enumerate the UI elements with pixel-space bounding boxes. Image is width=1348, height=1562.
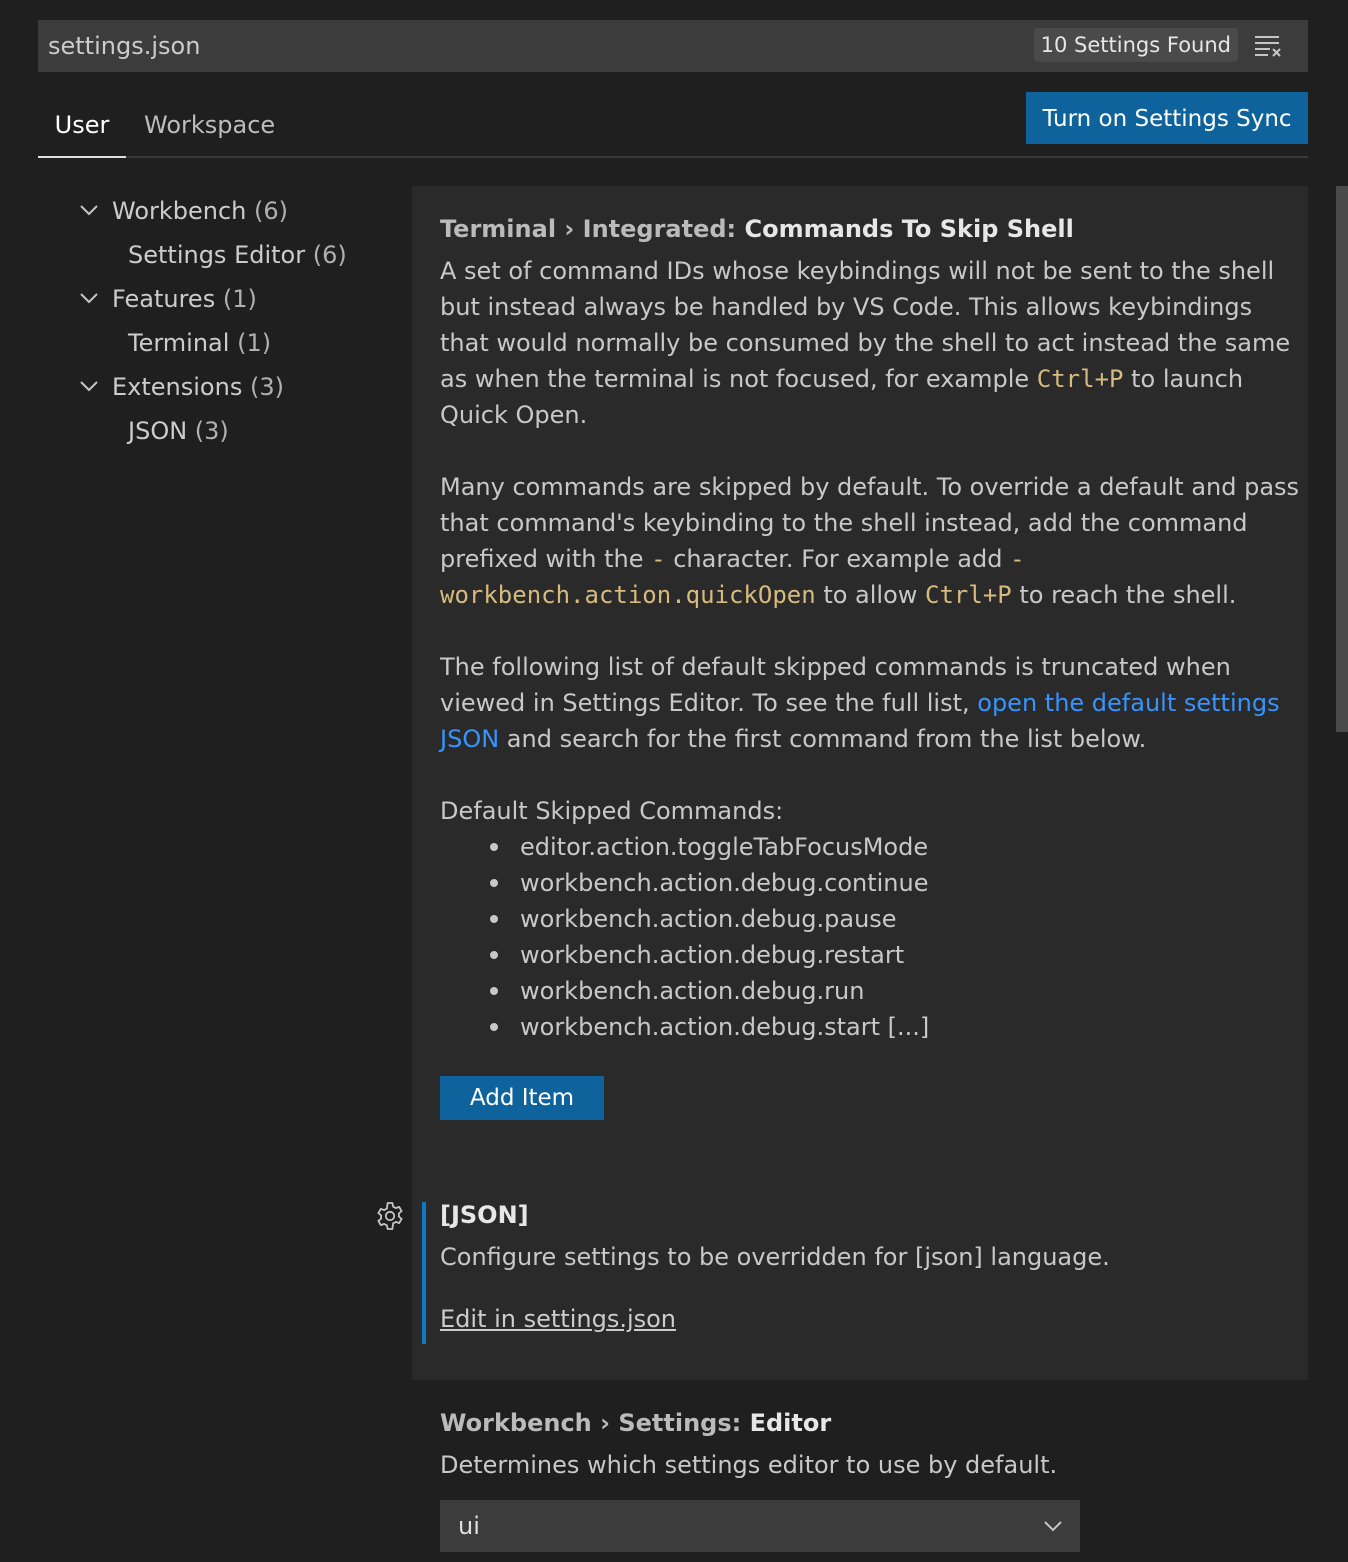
edit-in-settings-json-link[interactable]: Edit in settings.json bbox=[440, 1305, 677, 1333]
toc-count: (1) bbox=[222, 285, 257, 313]
setting-name: Commands To Skip Shell bbox=[744, 215, 1074, 243]
inline-code: - bbox=[651, 545, 666, 573]
chevron-down-icon bbox=[78, 287, 100, 309]
toc-item-extensions[interactable] bbox=[78, 365, 284, 409]
list-item: workbench.action.debug.run bbox=[440, 973, 929, 1009]
results-count-badge: 10 Settings Found bbox=[1034, 28, 1238, 62]
chevron-down-icon bbox=[78, 199, 100, 221]
setting-description-paragraph bbox=[440, 649, 1300, 757]
toc-label: JSON bbox=[128, 417, 188, 445]
setting-description: Determines which settings editor to use by default. bbox=[440, 1451, 1058, 1479]
inline-code: Ctrl+P bbox=[925, 581, 1012, 609]
setting-title bbox=[440, 211, 1074, 247]
setting-title bbox=[440, 1197, 529, 1233]
toc-count: (3) bbox=[249, 373, 284, 401]
setting-description: Configure settings to be overridden for [json] language. bbox=[440, 1243, 1110, 1271]
default-skipped-commands-list bbox=[440, 829, 929, 1045]
toc-label: Terminal bbox=[128, 329, 230, 357]
settings-editor-select[interactable] bbox=[440, 1500, 1080, 1552]
description-text: character. For example add bbox=[665, 545, 1011, 573]
toc-count: (6) bbox=[312, 241, 347, 269]
gear-icon[interactable] bbox=[374, 1200, 406, 1232]
select-value: ui bbox=[458, 1512, 480, 1540]
toc-label: Extensions bbox=[112, 373, 243, 401]
description-text: and search for the first command from the list below. bbox=[499, 725, 1147, 753]
list-item: workbench.action.debug.start [...] bbox=[440, 1009, 929, 1045]
description-text: to allow bbox=[815, 581, 926, 609]
setting-description-paragraph bbox=[440, 253, 1300, 433]
clear-filter-icon[interactable] bbox=[1252, 30, 1284, 60]
toc-item-features[interactable] bbox=[78, 277, 257, 321]
description-text: The following list of default skipped commands is truncated when viewed in Settings Editor. To see the full list, bbox=[440, 653, 1231, 717]
chevron-down-icon bbox=[1042, 1515, 1064, 1537]
toc-label: Features bbox=[112, 285, 216, 313]
list-item: workbench.action.debug.pause bbox=[440, 901, 929, 937]
default-skipped-commands-heading: Default Skipped Commands: bbox=[440, 797, 784, 825]
inline-code: -workbench.action.quickOpen bbox=[440, 545, 1025, 609]
tab-user[interactable]: User bbox=[38, 104, 126, 158]
focus-indicator-bar bbox=[422, 1202, 426, 1344]
toc-count: (6) bbox=[254, 197, 289, 225]
toc-count: (3) bbox=[194, 417, 229, 445]
toc-item-terminal[interactable] bbox=[128, 321, 271, 365]
setting-description-paragraph bbox=[440, 469, 1300, 613]
list-item: workbench.action.debug.restart bbox=[440, 937, 929, 973]
toc-item-json[interactable] bbox=[128, 409, 229, 453]
settings-search-input[interactable] bbox=[38, 20, 1018, 72]
list-item: editor.action.toggleTabFocusMode bbox=[440, 829, 929, 865]
setting-category: Terminal › Integrated: bbox=[440, 215, 745, 243]
list-item: workbench.action.debug.continue bbox=[440, 865, 929, 901]
description-text: to reach the shell. bbox=[1011, 581, 1237, 609]
setting-json-language-override bbox=[412, 1172, 1308, 1380]
toc-item-settings-editor[interactable] bbox=[128, 233, 347, 277]
toc-label: Workbench bbox=[112, 197, 247, 225]
toc-item-workbench[interactable] bbox=[78, 189, 288, 233]
setting-name: Editor bbox=[749, 1409, 832, 1437]
scrollbar-thumb[interactable] bbox=[1336, 186, 1348, 732]
description-text: Many commands are skipped by default. To override a default and pass that command's keybinding to the shell instead, add the command prefixed with the bbox=[440, 473, 1300, 573]
setting-category: Workbench › Settings: bbox=[440, 1409, 750, 1437]
setting-title bbox=[440, 1405, 831, 1441]
toc-label: Settings Editor bbox=[128, 241, 306, 269]
turn-on-settings-sync-button[interactable]: Turn on Settings Sync bbox=[1026, 92, 1308, 144]
setting-name: [JSON] bbox=[440, 1201, 529, 1229]
description-text: to launch Quick Open. bbox=[440, 365, 1244, 429]
chevron-down-icon bbox=[78, 375, 100, 397]
inline-code: Ctrl+P bbox=[1036, 365, 1124, 393]
settings-search-bar bbox=[38, 20, 1308, 72]
toc-count: (1) bbox=[237, 329, 272, 357]
open-default-settings-json-link[interactable]: open the default settings JSON bbox=[440, 689, 1280, 753]
tab-workspace[interactable]: Workspace bbox=[144, 111, 276, 139]
description-text: A set of command IDs whose keybindings will not be sent to the shell but instead always be handled by VS Code. This allows keybindings that would normally be consumed by the shell to act instead the same as when the terminal is not focused, for example bbox=[440, 257, 1291, 393]
add-item-button[interactable]: Add Item bbox=[440, 1076, 604, 1120]
